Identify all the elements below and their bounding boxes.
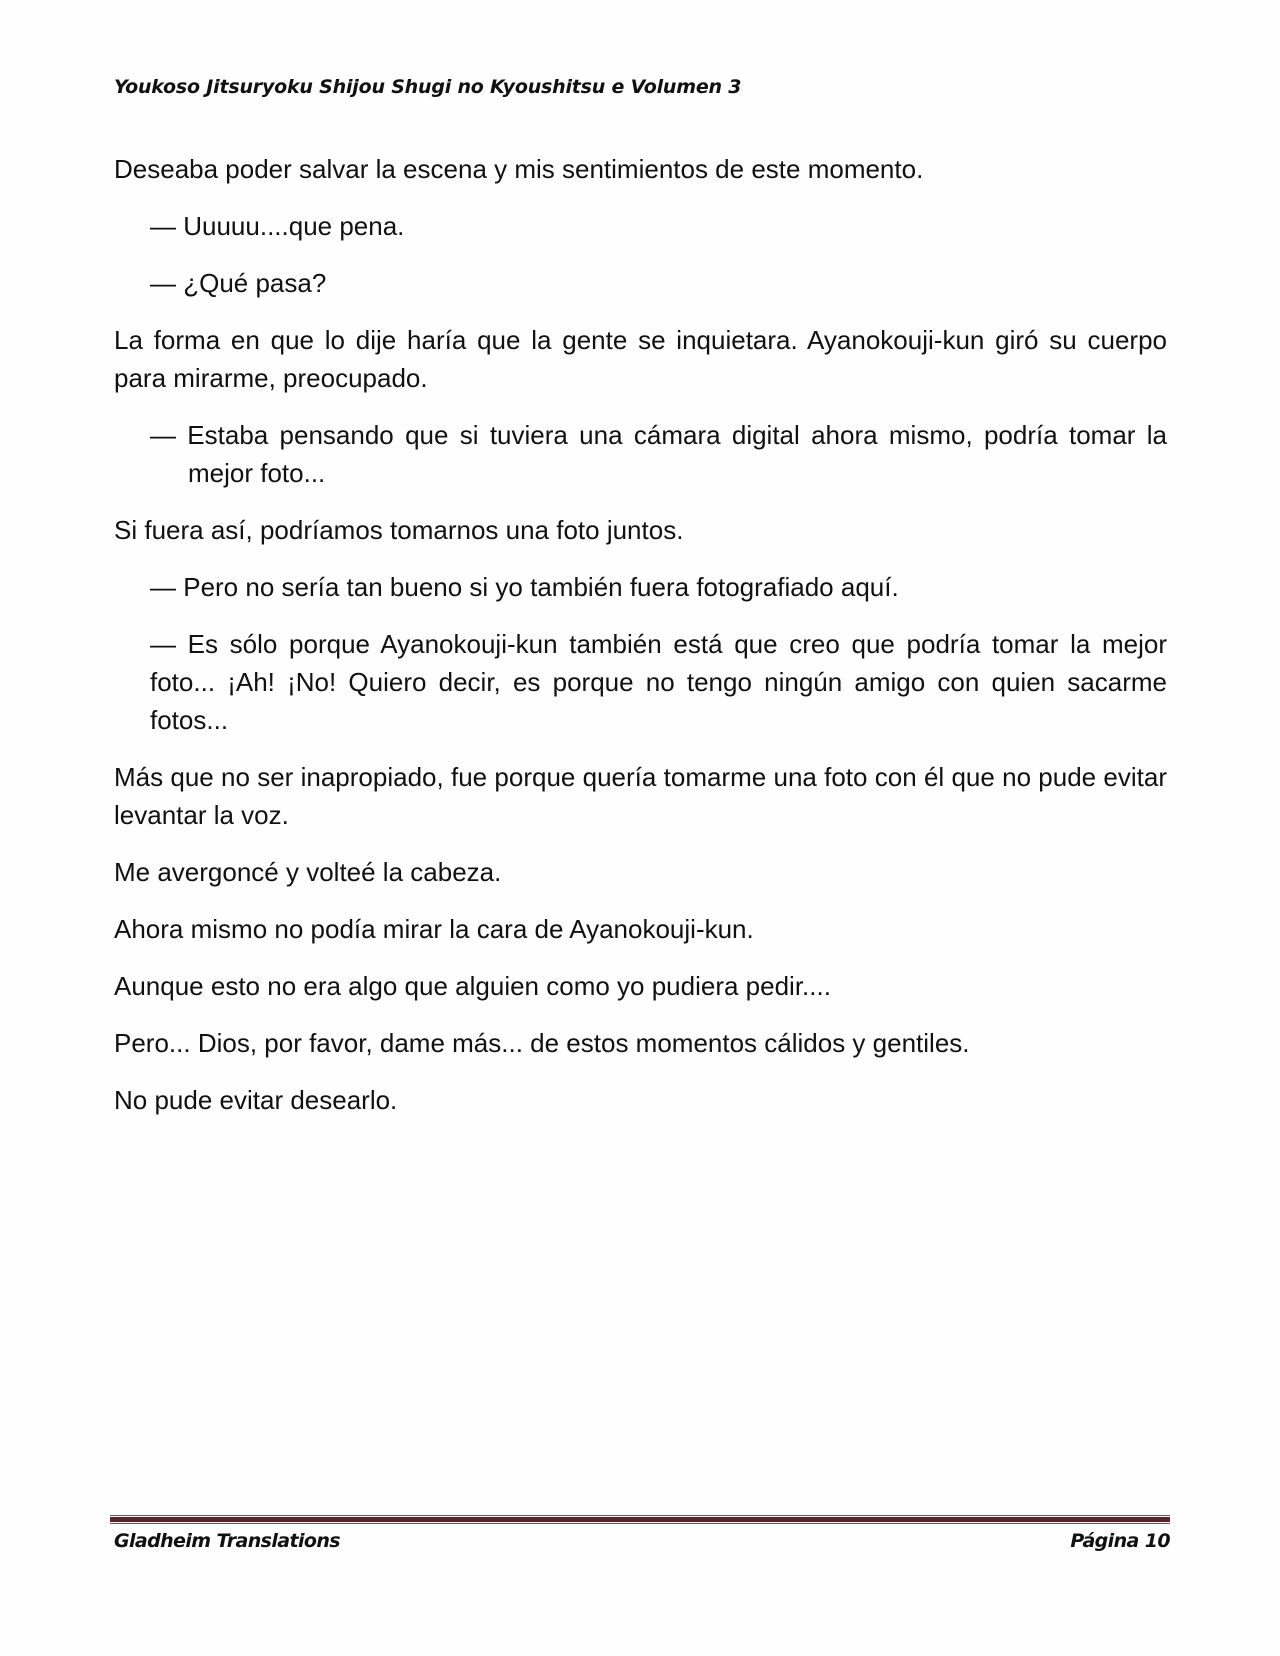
footer-divider-thin-top [110,1515,1170,1516]
paragraph: Ahora mismo no podía mirar la cara de Ayanokouji-kun. [114,914,754,944]
paragraph: Más que no ser inapropiado, fue porque quería tomarme una foto con él que no pude evitar levantar la voz. [114,762,1167,830]
running-header: Youkoso Jitsuryoku Shijou Shugi no Kyoushitsu e Volumen 3 [114,76,742,98]
paragraph: Si fuera así, podríamos tomarnos una foto juntos. [114,515,684,545]
paragraph: No pude evitar desearlo. [114,1085,398,1115]
footer-divider-thin-bottom [110,1523,1170,1524]
page-body [114,150,1167,1138]
paragraph: Deseaba poder salvar la escena y mis sentimientos de este momento. [114,154,924,184]
dialogue-line: — Es sólo porque Ayanokouji-kun también está que creo que podría tomar la mejor foto... ¡Ah! ¡No! Quiero decir, es porque no tengo ningún amigo con quien sacarme fotos... [150,629,1167,735]
footer-divider-thick [110,1517,1170,1522]
dialogue-line: — Estaba pensando que si tuviera una cámara digital ahora mismo, podría tomar la mejor foto... [150,420,1167,488]
paragraph: Pero... Dios, por favor, dame más... de estos momentos cálidos y gentiles. [114,1028,970,1058]
paragraph: Aunque esto no era algo que alguien como yo pudiera pedir.... [114,971,831,1001]
dialogue-line: — Pero no sería tan bueno si yo también fuera fotografiado aquí. [150,572,899,602]
paragraph: La forma en que lo dije haría que la gente se inquietara. Ayanokouji-kun giró su cuerpo para mirarme, preocupado. [114,325,1167,393]
dialogue-line: — ¿Qué pasa? [150,268,327,298]
page-number: Página 10 [1070,1530,1170,1552]
dialogue-line: — Uuuuu....que pena. [150,211,405,241]
footer-divider [110,1515,1170,1525]
footer-credit: Gladheim Translations [114,1530,340,1552]
paragraph: Me avergoncé y volteé la cabeza. [114,857,502,887]
